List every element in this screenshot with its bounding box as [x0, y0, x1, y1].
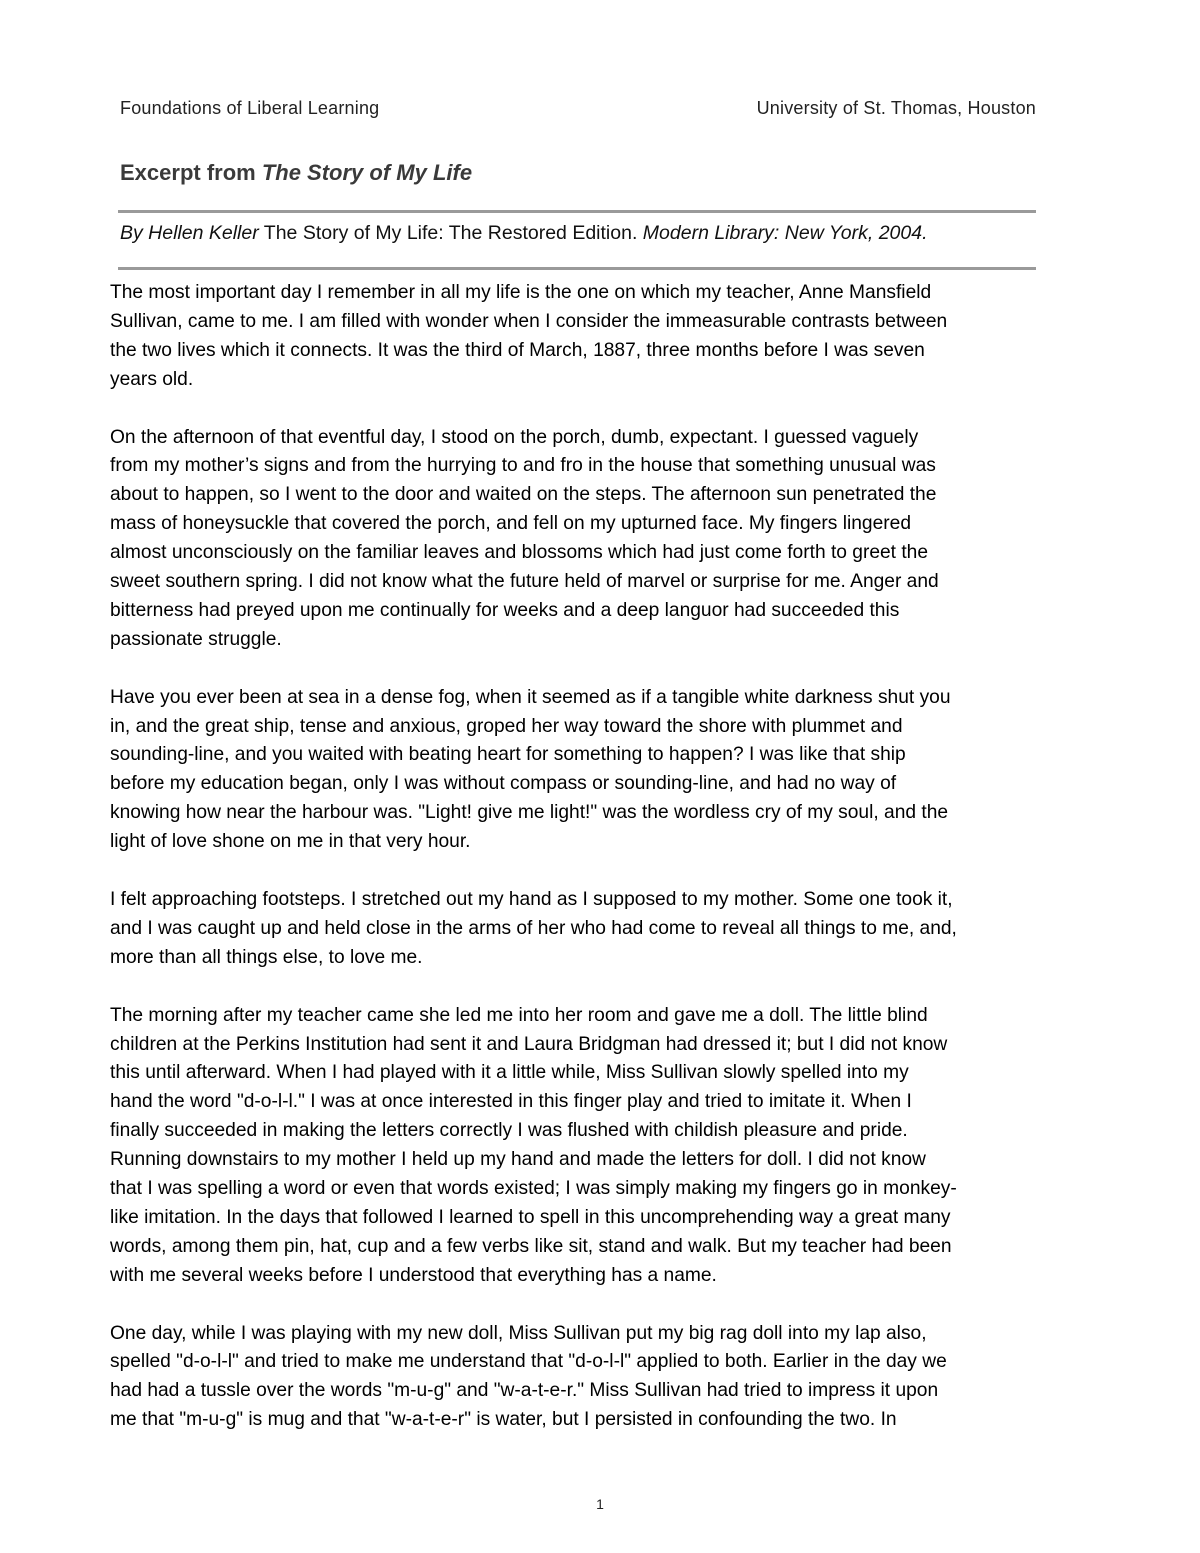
paragraph — [110, 1320, 1085, 1436]
text-line: Sullivan, came to me. I am filled with wonder when I consider the immeasurable contrasts between — [110, 310, 948, 332]
paragraph — [110, 424, 1085, 655]
text-line: almost unconsciously on the familiar leaves and blossoms which had just come forth to greet the — [110, 542, 929, 564]
excerpt-body — [110, 279, 1085, 1464]
citation-publisher: Modern Library: New York, 2004. — [642, 222, 928, 244]
text-line: knowing how near the harbour was. "Light! give me light!" was the wordless cry of my soul, and the — [110, 802, 949, 824]
text-line: that I was spelling a word or even that words existed; I was simply making my fingers go in monkey- — [110, 1178, 957, 1200]
paragraph — [110, 886, 1085, 973]
title-divider-top — [118, 210, 1036, 213]
citation-author: By Hellen Keller — [120, 222, 259, 244]
title-prefix: Excerpt from — [120, 160, 262, 185]
text-line: words, among them pin, hat, cup and a few verbs like sit, stand and walk. But my teacher had been — [110, 1235, 952, 1257]
text-line: hand the word "d-o-l-l." I was at once interested in this finger play and tried to imitate it. When I — [110, 1091, 912, 1113]
text-line: children at the Perkins Institution had sent it and Laura Bridgman had dressed it; but I did not know — [110, 1033, 948, 1055]
citation-edition: The Story of My Life: The Restored Edition. — [258, 222, 643, 244]
text-line: I felt approaching footsteps. I stretched out my hand as I supposed to my mother. Some one took it, — [110, 888, 953, 910]
citation — [120, 222, 928, 245]
text-line: The morning after my teacher came she led me into her room and gave me a doll. The little blind — [110, 1004, 928, 1026]
text-line: and I was caught up and held close in the arms of her who had come to reveal all things to me, and, — [110, 917, 957, 939]
text-line: with me several weeks before I understood that everything has a name. — [110, 1264, 717, 1286]
text-line: spelled "d-o-l-l" and tried to make me understand that "d-o-l-l" applied to both. Earlier in the day we — [110, 1351, 947, 1373]
text-line: more than all things else, to love me. — [110, 946, 423, 968]
text-line: had had a tussle over the words "m-u-g" and "w-a-t-e-r." Miss Sullivan had tried to impress it upon — [110, 1380, 939, 1402]
text-line: bitterness had preyed upon me continually for weeks and a deep languor had succeeded this — [110, 599, 900, 621]
text-line: me that "m-u-g" is mug and that "w-a-t-e-r" is water, but I persisted in confounding the two. In — [110, 1409, 897, 1431]
text-line: years old. — [110, 368, 194, 390]
text-line: the two lives which it connects. It was the third of March, 1887, three months before I was seven — [110, 339, 925, 361]
text-line: like imitation. In the days that followed I learned to spell in this uncomprehending way a great many — [110, 1206, 951, 1228]
document-title — [120, 160, 472, 186]
page-number: 1 — [596, 1496, 604, 1512]
text-line: mass of honeysuckle that covered the porch, and fell on my upturned face. My fingers lingered — [110, 513, 911, 535]
text-line: about to happen, so I went to the door and waited on the steps. The afternoon sun penetrated the — [110, 484, 937, 506]
text-line: The most important day I remember in all my life is the one on which my teacher, Anne Mansfield — [110, 282, 932, 303]
text-line: finally succeeded in making the letters correctly I was flushed with childish pleasure and pride. — [110, 1120, 908, 1142]
running-header-left: Foundations of Liberal Learning — [120, 98, 380, 118]
paragraph — [110, 684, 1085, 857]
text-line: in, and the great ship, tense and anxious, groped her way toward the shore with plummet and — [110, 715, 903, 737]
text-line: sounding-line, and you waited with beating heart for something to happen? I was like that ship — [110, 744, 906, 766]
text-line: passionate struggle. — [110, 628, 282, 650]
paragraph — [110, 1002, 1085, 1291]
text-line: before my education began, only I was without compass or sounding-line, and had no way of — [110, 773, 897, 795]
text-line: One day, while I was playing with my new doll, Miss Sullivan put my big rag doll into my lap also, — [110, 1322, 927, 1344]
running-header-right: University of St. Thomas, Houston — [756, 98, 1036, 118]
text-line: this until afterward. When I had played with it a little while, Miss Sullivan slowly spelled into my — [110, 1062, 909, 1084]
text-line: Have you ever been at sea in a dense fog, when it seemed as if a tangible white darkness shut you — [110, 686, 951, 708]
paragraph — [110, 279, 1085, 395]
text-line: On the afternoon of that eventful day, I stood on the porch, dumb, expectant. I guessed vaguely — [110, 426, 919, 448]
text-line: from my mother’s signs and from the hurrying to and fro in the house that something unusual was — [110, 455, 936, 477]
text-line: Running downstairs to my mother I held up my hand and made the letters for doll. I did not know — [110, 1149, 926, 1171]
text-line: light of love shone on me in that very hour. — [110, 831, 471, 853]
title-book-name: The Story of My Life — [261, 160, 473, 185]
title-divider-bottom — [118, 267, 1036, 270]
text-line: sweet southern spring. I did not know what the future held of marvel or surprise for me. Anger and — [110, 571, 939, 593]
